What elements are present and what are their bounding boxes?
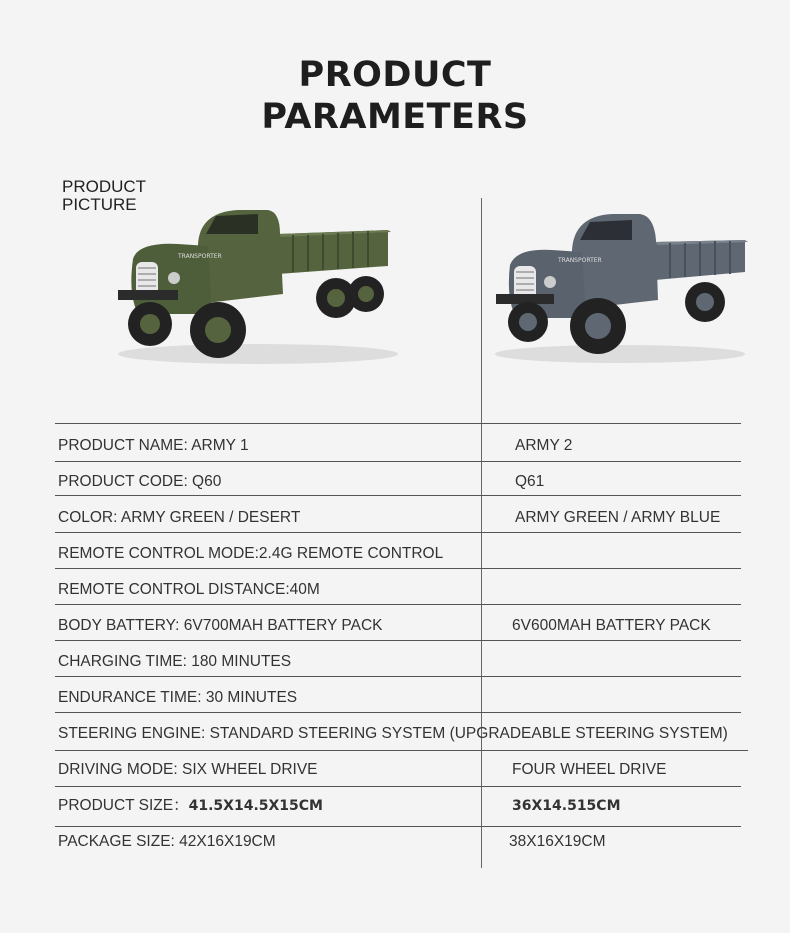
row-left-steering-engine: STEERING ENGINE: STANDARD STEERING SYSTEM (UPGRADEABLE STEERING SYSTEM) (58, 725, 728, 742)
row-left-remote-distance: REMOTE CONTROL DISTANCE:40M (58, 581, 320, 598)
picture-label-line-2: PICTURE (62, 195, 137, 214)
svg-text:TRANSPORTER: TRANSPORTER (178, 253, 222, 260)
row-right-product-size: 36X14.515CM (512, 798, 621, 814)
table-rule (55, 750, 748, 751)
row-left-body-battery: BODY BATTERY: 6V700MAH BATTERY PACK (58, 617, 383, 634)
table-rule (55, 461, 741, 462)
table-rule (55, 495, 741, 496)
table-rule (55, 423, 741, 424)
row-left-charging-time: CHARGING TIME: 180 MINUTES (58, 653, 292, 670)
army-green-truck-image (108, 204, 398, 374)
row-right-product-code: Q61 (515, 473, 545, 490)
table-rule (55, 604, 741, 605)
row-right-body-battery: 6V600MAH BATTERY PACK (512, 617, 711, 634)
title-line-1: PRODUCT (298, 55, 492, 95)
row-right-package-size: 38X16X19CM (509, 833, 606, 850)
table-rule (55, 676, 741, 677)
table-rule (55, 786, 741, 787)
svg-text:TRANSPORTER: TRANSPORTER (558, 257, 602, 264)
row-left-package-size: PACKAGE SIZE: 42X16X19CM (58, 833, 276, 850)
row-left-endurance-time: ENDURANCE TIME: 30 MINUTES (58, 689, 298, 706)
table-rule (55, 826, 741, 827)
row-left-driving-mode: DRIVING MODE: SIX WHEEL DRIVE (58, 761, 318, 778)
table-rule (55, 568, 741, 569)
army-blue-truck-image (490, 210, 750, 370)
page-title (0, 54, 790, 138)
table-rule (55, 532, 741, 533)
row-left-product-code: PRODUCT CODE: Q60 (58, 473, 222, 490)
table-rule (55, 712, 741, 713)
table-rule (55, 640, 741, 641)
row-right-driving-mode: FOUR WHEEL DRIVE (512, 761, 667, 778)
picture-label-line-1: PRODUCT (62, 177, 147, 196)
row-left-remote-mode: REMOTE CONTROL MODE:2.4G REMOTE CONTROL (58, 545, 444, 562)
product-size-value: 41.5X14.5X15CM (188, 798, 323, 814)
row-left-product-size (58, 797, 323, 815)
row-right-product-name: ARMY 2 (515, 437, 573, 454)
row-left-product-name: PRODUCT NAME: ARMY 1 (58, 437, 249, 454)
product-size-label: PRODUCT SIZE： (58, 797, 189, 814)
title-line-2: PARAMETERS (261, 97, 529, 137)
row-left-color: COLOR: ARMY GREEN / DESERT (58, 509, 301, 526)
column-divider (481, 198, 482, 868)
row-right-color: ARMY GREEN / ARMY BLUE (515, 509, 721, 526)
